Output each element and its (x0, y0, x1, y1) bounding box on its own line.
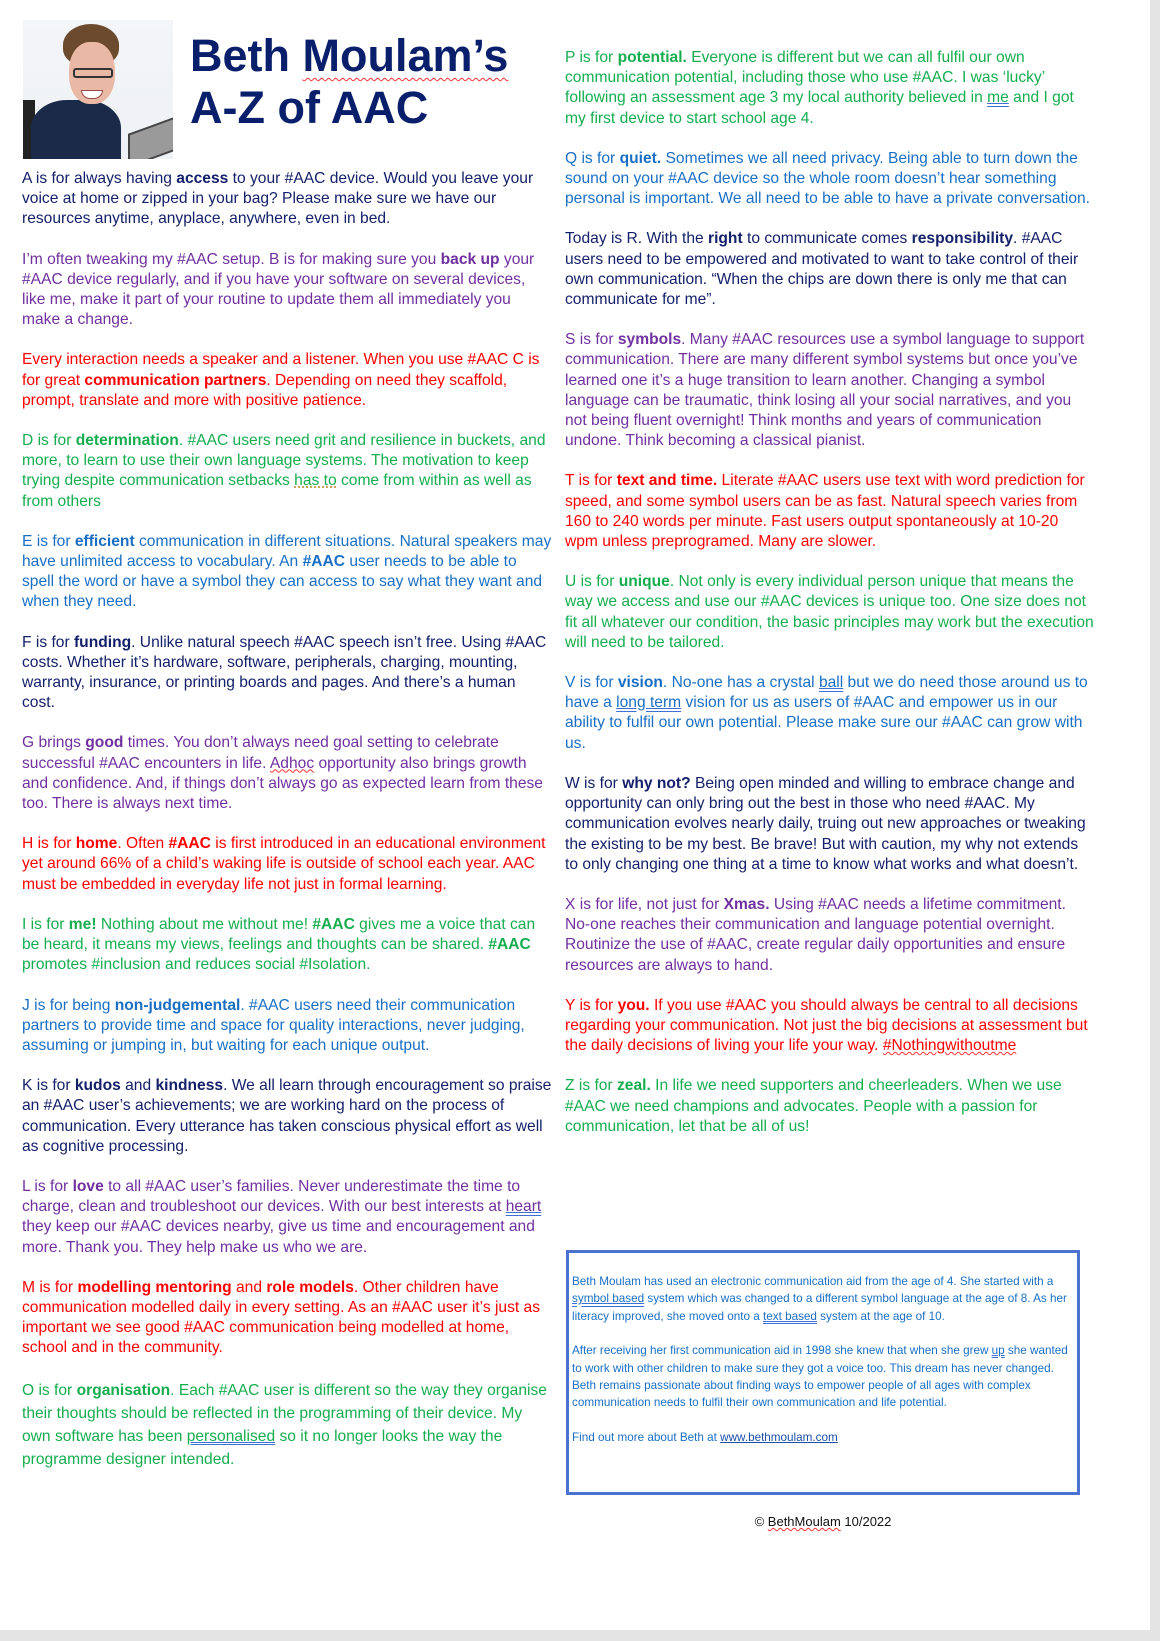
entry-f: F is for funding. Unlike natural speech #AAC speech isn’t free. Using #AAC costs. Whether it’s hardware, software, peripherals, charging, mounting, warranty, insurance, or printing boards and pages. And there’s a human cost. (22, 633, 547, 712)
title-name-spellcheck: Moulam’s (302, 30, 509, 81)
bio-paragraph-3: Find out more about Beth at www.bethmoulam.com (572, 1430, 838, 1444)
entry-p: P is for potential. Everyone is different but we can all fulfil our own communication potential, including those who use #AAC. I was ‘lucky’ following an assessment age 3 my local authority believed in me and I got my first device to start school age 4. (565, 49, 1074, 127)
glasses-shape (73, 68, 113, 78)
shirt-shape (31, 100, 121, 159)
entry-x: X is for life, not just for Xmas. Using #AAC needs a lifetime commitment. No-one reaches their communication and language potential overnight. Routinize the use of #AAC, create regular daily opportunities and ensure resources are always to hand. (565, 895, 1066, 974)
entry-u: U is for unique. Not only is every individual person unique that means the way we access and use our #AAC devices is unique too. One size does not fit all whatever our condition, the basic principles may work but the execution will need to be tailored. (565, 573, 1094, 651)
grammar-flag: symbol based (572, 1292, 645, 1306)
entry-a: A is for always having access to your #AAC device. Would you leave your voice at home or zipped in your bag? Please make sure we have our resources anytime, anyplace, anywhere, even in bed. (22, 170, 534, 228)
entry-b: I’m often tweaking my #AAC setup. B is for making sure you back up your #AAC device regularly, and if you have your software on several devices, like me, make it part of your routine to update them all immediately you make a change. (22, 250, 535, 329)
entry-e: E is for efficient communication in different situations. Natural speakers may have unlimited access to vocabulary. An #AAC user needs to be able to spell the word or have a symbol they can access to say what they want and when they need. (22, 532, 552, 611)
entry-w: W is for why not? Being open minded and willing to embrace change and opportunity can only bring out the best in those who need #AAC. My communication evolves nearly daily, truing out new approaches or tweaking the existing to be my best. Be brave! But with caution, my why not extends to only changing one thing at a time to know what works and what doesn’t. (565, 774, 1086, 873)
website-link[interactable]: www.bethmoulam.com (720, 1430, 838, 1444)
left-column (22, 169, 552, 1491)
grammar-flag: long term (616, 694, 682, 712)
right-column (565, 48, 1095, 1157)
spelling-flag: Adhoc (269, 754, 315, 772)
grammar-flag: has to (294, 472, 337, 490)
entry-i: I is for me! Nothing about me without me! #AAC gives me a voice that can be heard, it means my views, feelings and thoughts can be shared. #AAC promotes #inclusion and reduces social #Isolation. (22, 915, 536, 974)
page-title (190, 30, 508, 134)
aac-device-shape (128, 116, 173, 159)
entry-z: Z is for zeal. In life we need supporters and cheerleaders. When we use #AAC we need champions and advocates. People with a passion for communication, let that be all of us! (565, 1077, 1062, 1135)
grammar-flag: ball (818, 674, 844, 692)
entry-h: H is for home. Often #AAC is first introduced in an educational environment yet around 66% of a child’s waking life is outside of school each year. AAC must be embedded in everyday life not just in formal learning. (22, 835, 546, 893)
entry-o: O is for organisation. Each #AAC user is different so the way they organise their thoughts should be reflected in the programming of their device. My own software has been personalised so it no longer looks the way the programme designer intended. (22, 1381, 547, 1468)
spelling-flag: #Nothingwithoutme (882, 1037, 1017, 1055)
entry-q: Q is for quiet. Sometimes we all need privacy. Being able to turn down the sound on your #AAC device so the whole room doesn’t hear something personal is important. We all need to be able to have a private conversation. (565, 149, 1091, 208)
entry-d: D is for determination. #AAC users need grit and resilience in buckets, and more, to learn to use their own language systems. The motivation to keep trying despite communication setbacks has to come from within as well as from others (22, 432, 546, 510)
entry-v: V is for vision. No-one has a crystal ball but we do need those around us to have a long term vision for us as users of #AAC and empower us in our ability to fulfil our own potential. Please make sure our #AAC can grow with us. (565, 674, 1088, 752)
title-line-1: Beth Moulam’s (190, 30, 509, 81)
entry-c: Every interaction needs a speaker and a listener. When you use #AAC C is for great communication partners. Depending on need they scaffold, prompt, translate and more with positive patience. (22, 351, 540, 409)
entry-j: J is for being non-judgemental. #AAC users need their communication partners to provide time and space for quality interactions, never judging, assuming or jumping in, but waiting for each unique output. (22, 996, 525, 1054)
entry-t: T is for text and time. Literate #AAC users use text with word prediction for speed, and some symbol users can be as fast. Natural speech varies from 160 to 240 words per minute. Fast users output spontaneously at 10-20 wpm unless preprogramed. Many are slower. (565, 472, 1085, 551)
grammar-flag: personalised (186, 1427, 276, 1445)
bio-box (566, 1250, 1080, 1495)
entry-l: L is for love to all #AAC user’s families. Never underestimate the time to charge, clean and troubleshoot our devices. With our best interests at heart they keep our #AAC devices nearby, give us time and encouragement and more. Thank you. They help make us who we are. (22, 1177, 542, 1256)
grammar-flag: heart (505, 1198, 542, 1216)
spelling-flag: BethMoulam (767, 1514, 841, 1529)
author-photo (23, 20, 173, 159)
grammar-flag: text based (763, 1309, 817, 1323)
bio-paragraph-2: After receiving her first communication aid in 1998 she knew that when she grew up she wanted to work with other children to make sure they got a voice too. This dream has never changed. Beth remains passionate about finding ways to empower people of all ages with complex communication needs to fulfil their own communication and life potential. (572, 1344, 1068, 1410)
entry-s: S is for symbols. Many #AAC resources use a symbol language to support communication. There are many different symbol systems but once you’ve learned one it’s a huge transition to learn another. Changing a symbol language can be traumatic, think losing all your social narratives, and you not being fluent overnight! Think months and years of communication undone. Think becoming a classical pianist. (565, 331, 1085, 450)
grammar-flag: up (991, 1344, 1005, 1358)
entry-y: Y is for you. If you use #AAC you should always be central to all decisions regarding your communication. Not just the big decisions at assessment but the daily decisions of living your life your way. #Nothingwithoutme (565, 996, 1088, 1055)
grammar-flag: me (987, 89, 1009, 107)
copyright-footer: © BethMoulam 10/2022 (754, 1514, 892, 1529)
bio-paragraph-1: Beth Moulam has used an electronic communication aid from the age of 4. She started with a symbol based system which was changed to a different symbol language at the age of 8. As her literacy improved, she moved onto a text based system at the age of 10. (572, 1275, 1067, 1323)
entry-r: Today is R. With the right to communicate comes responsibility. #AAC users need to be empowered and motivated to want to take control of their own communication. “When the chips are down there is only me that can communicate for me”. (565, 230, 1079, 309)
entry-k: K is for kudos and kindness. We all learn through encouragement so praise an #AAC user’s achievements; we are working hard on the process of communication. Every utterance has taken conscious physical effort as well as cognitive processing. (22, 1077, 552, 1155)
entry-m: M is for modelling mentoring and role models. Other children have communication modelled daily in every setting. As an #AAC user it’s just as important we see good #AAC communication being modelled at home, school and in the community. (22, 1278, 541, 1357)
entry-g: G brings good times. You don’t always need goal setting to celebrate successful #AAC encounters in life. Adhoc opportunity also brings growth and confidence. And, if things don’t always go as expected learn from these too. There is always next time. (22, 734, 543, 813)
title-line-2: A-Z of AAC (190, 82, 429, 133)
